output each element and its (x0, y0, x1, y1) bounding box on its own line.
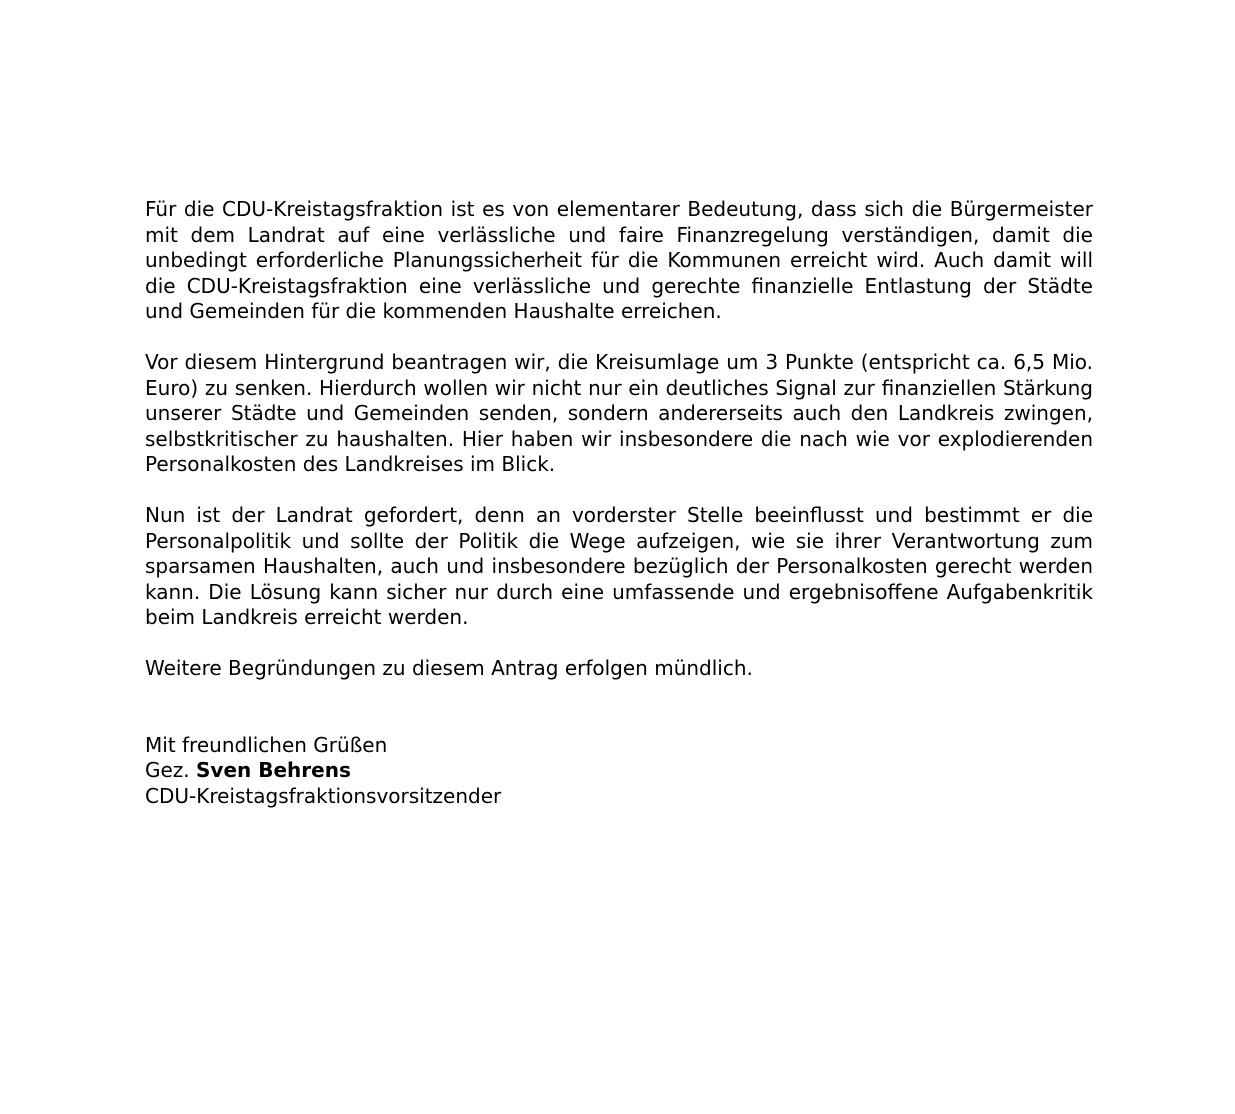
signer-name: Sven Behrens (196, 758, 351, 782)
closing-block (145, 733, 1093, 810)
paragraph-spacer (145, 478, 1093, 504)
paragraph-spacer (145, 325, 1093, 351)
paragraph-1: Für die CDU-Kreistagsfraktion ist es von elementarer Bedeutung, dass sich die Bürgermeister mit dem Landrat auf eine verlässliche und faire Finanzregelung verständigen, damit die unbedingt erforderliche Planungssicherheit für die Kommunen erreicht wird. Auch damit will die CDU-Kreistagsfraktion eine verlässliche und gerechte finanzielle Entlastung der Städte und Gemeinden für die kommenden Haushalte erreichen. (145, 197, 1093, 323)
paragraph-4: Weitere Begründungen zu diesem Antrag erfolgen mündlich. (145, 656, 753, 680)
paragraph-2: Vor diesem Hintergrund beantragen wir, die Kreisumlage um 3 Punkte (entspricht ca. 6,5 Mio. Euro) zu senken. Hierdurch wollen wir nicht nur ein deutliches Signal zur finanziellen Stärkung unserer Städte und Gemeinden senden, sondern andererseits auch den Landkreis zwingen, selbstkritischer zu haushalten. Hier haben wir insbesondere die nach wie vor explodierenden Personalkosten des Landkreises im Blick. (145, 350, 1093, 476)
letter-body (145, 197, 1093, 809)
signature-line (145, 758, 1093, 784)
signer-title: CDU-Kreistagsfraktionsvorsitzender (145, 783, 502, 808)
paragraph-spacer (145, 631, 1093, 657)
signed-prefix: Gez. (145, 758, 190, 782)
greeting: Mit freundlichen Grüßen (145, 732, 388, 757)
paragraph-3: Nun ist der Landrat gefordert, denn an vorderster Stelle beeinflusst und bestimmt er die Personalpolitik und sollte der Politik die Wege aufzeigen, wie sie ihrer Verantwortung zum sparsamen Haushalten, auch und insbesondere bezüglich der Personalkosten gerecht werden kann. Die Lösung kann sicher nur durch eine umfassende und ergebnisoffene Aufgabenkritik beim Landkreis erreicht werden. (145, 503, 1093, 629)
closing-spacer (145, 682, 1093, 733)
